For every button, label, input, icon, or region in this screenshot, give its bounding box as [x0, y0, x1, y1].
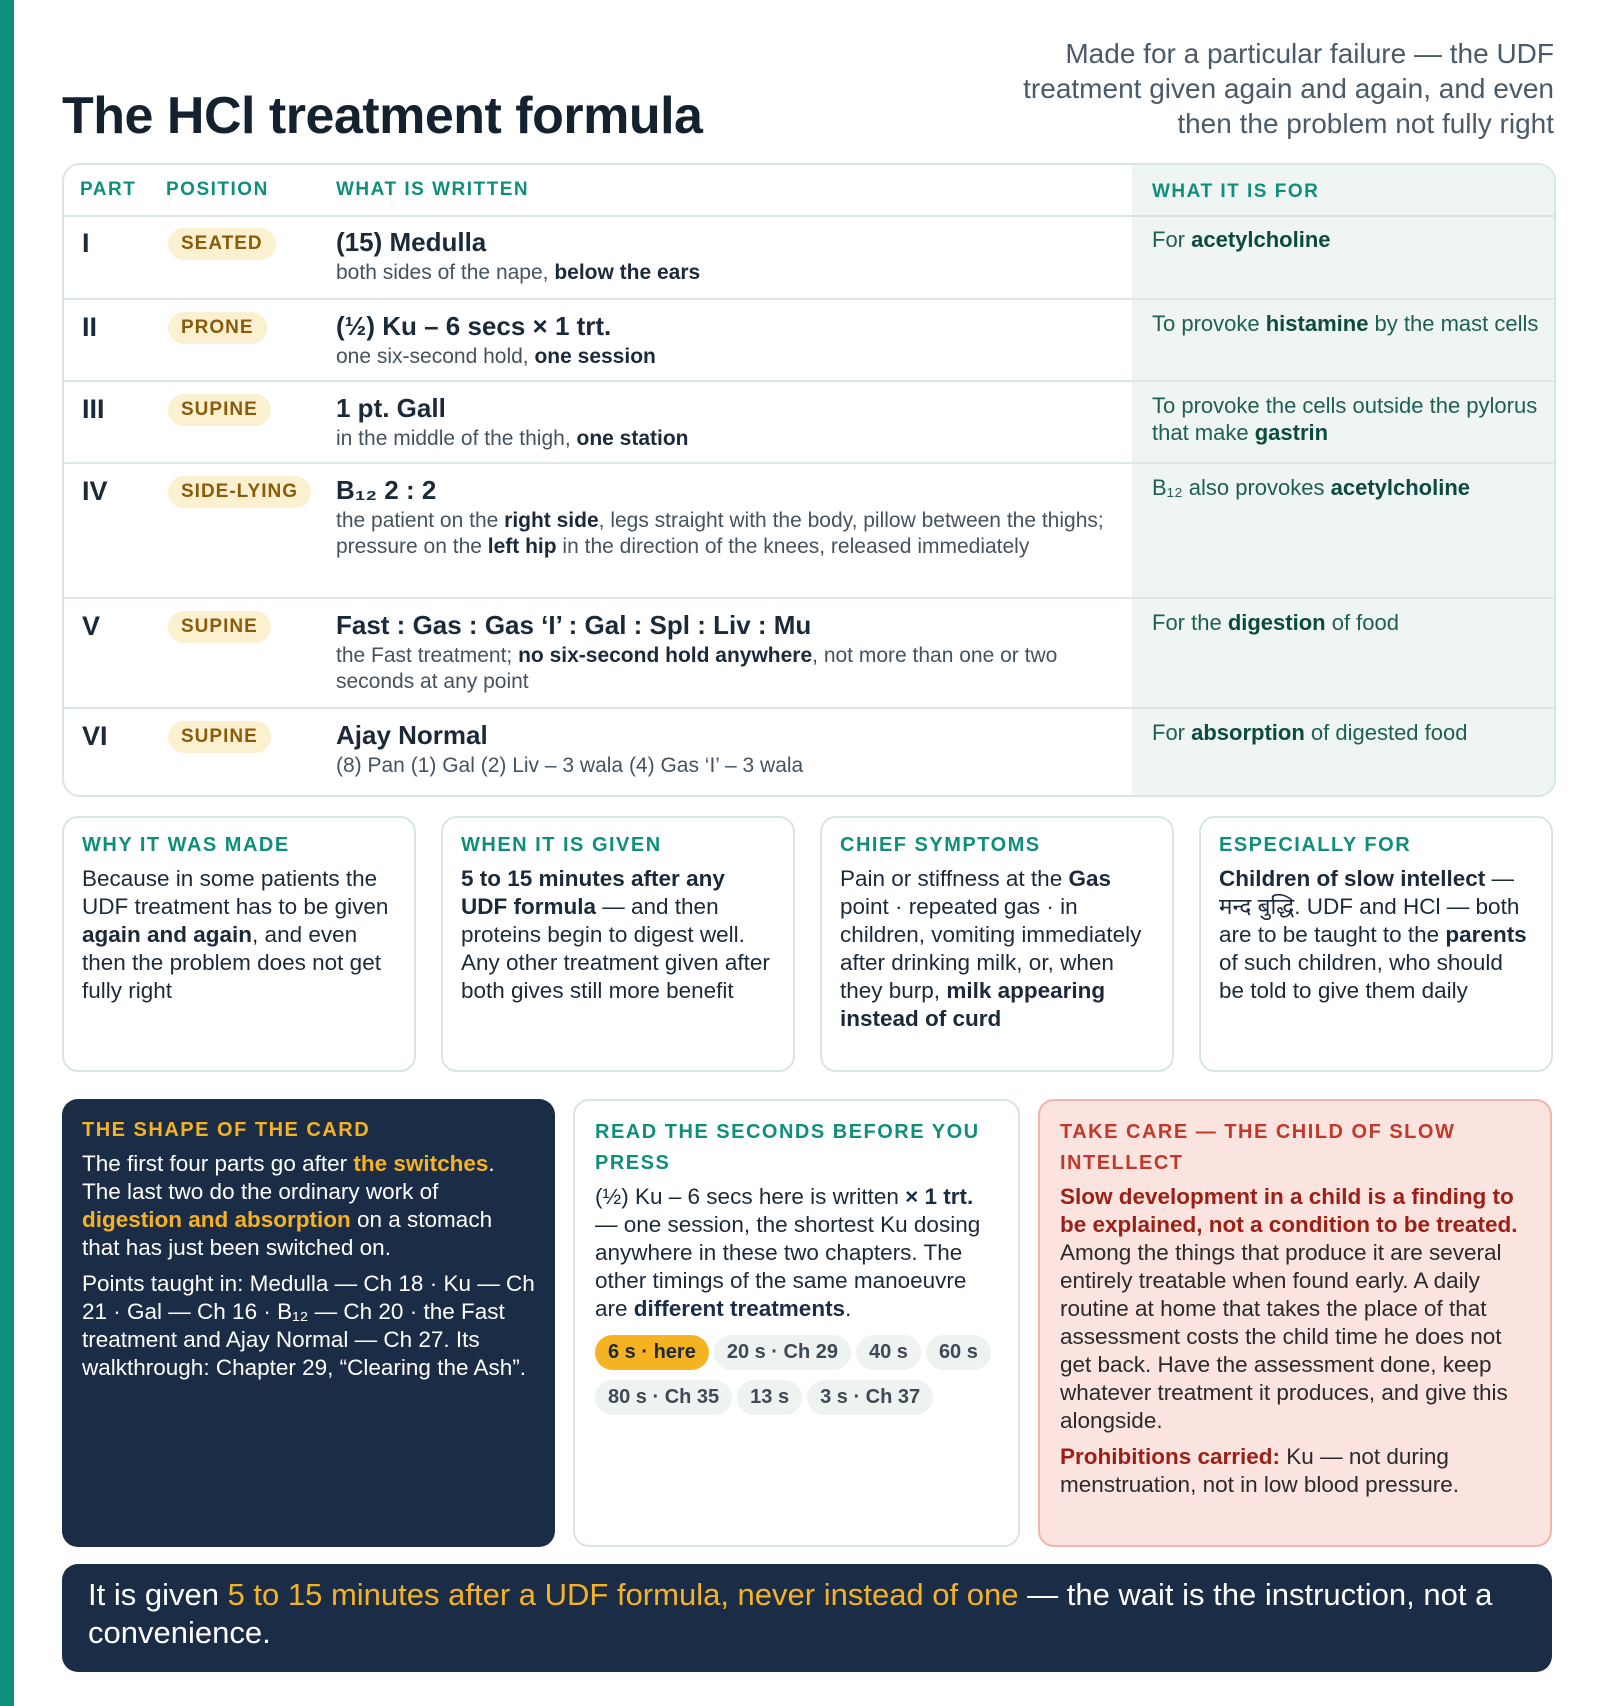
timing-chip: 3 s · Ch 37 — [807, 1380, 933, 1415]
timing-chip: 80 s · Ch 35 — [595, 1380, 732, 1415]
formula-detail: (8) Pan (1) Gal (2) Liv – 3 wala (4) Gas ‘I’ – 3 wala — [336, 754, 804, 777]
formula-detail: both sides of the nape, below the ears — [336, 261, 701, 284]
table-row — [64, 597, 1554, 709]
prohibitions-text: Prohibitions carried: Ku — not during menstruation, not in low blood pressure. — [1060, 1444, 1459, 1497]
table-row — [64, 216, 1554, 298]
formula-detail: in the middle of the thigh, one station — [336, 427, 689, 450]
position-badge: SUPINE — [168, 721, 271, 753]
written-cell — [336, 719, 1126, 779]
card-chief-symptoms — [820, 816, 1174, 1072]
written-cell — [336, 226, 1126, 286]
card-text: Children of slow intellect — मन्द बुद्धि. UDF and HCl — both are to be taught to the parents of such children, who should be told to give them daily — [1219, 866, 1527, 1003]
formula-text: (15) Medulla — [336, 227, 487, 257]
formula-detail: the patient on the right side, legs straight with the body, pillow between the thighs; pressure on the left hip in the direction of the knees, released immediately — [336, 509, 1104, 558]
formula-text: 1 pt. Gall — [336, 393, 446, 423]
part-numeral: III — [82, 394, 105, 424]
table-header — [64, 165, 1554, 217]
formula-text: Fast : Gas : Gas ‘I’ : Gal : Spl : Liv : Mu — [336, 610, 812, 640]
part-numeral: IV — [82, 476, 108, 506]
panel-text: (½) Ku – 6 secs here is written × 1 trt. — one session, the shortest Ku dosing anywhere in these two chapters. The other timings of the same manoeuvre are different treatments. — [595, 1184, 981, 1321]
formula-text: Ajay Normal — [336, 720, 488, 750]
panel-text: Slow development in a child is a finding to be explained, not a condition to be treated. Among the things that produce it are several entirely treatable when found early. A daily routine at home that takes the place of that assessment costs the child time he does not get back. Have the assessment done, keep whatever treatment it produces, and give this alongside. — [1060, 1184, 1518, 1433]
panel-heading: THE SHAPE OF THE CARD — [82, 1119, 371, 1141]
table-row — [64, 462, 1554, 599]
purpose-cell: For the digestion of food — [1152, 610, 1399, 635]
panel-heading: TAKE CARE — THE CHILD OF SLOW INTELLECT — [1060, 1121, 1456, 1174]
position-badge: SUPINE — [168, 611, 271, 643]
timing-chip: 40 s — [856, 1335, 921, 1370]
card-when-given — [441, 816, 795, 1072]
column-header-written: WHAT IS WRITTEN — [336, 179, 530, 200]
formula-text: B₁₂ 2 : 2 — [336, 475, 437, 505]
formula-text: (½) Ku – 6 secs × 1 trt. — [336, 311, 612, 341]
card-text: Because in some patients the UDF treatment has to be given again and again, and even then the problem does not get fully right — [82, 866, 389, 1003]
panel-text: The first four parts go after the switches. The last two do the ordinary work of digestion and absorption on a stomach that has just been switched on. — [82, 1151, 495, 1260]
written-cell — [336, 609, 1126, 695]
column-header-position: POSITION — [166, 179, 269, 200]
card-heading: WHEN IT IS GIVEN — [461, 834, 662, 856]
part-numeral: V — [82, 611, 101, 641]
shape-of-card-panel — [62, 1099, 555, 1547]
column-header-part: PART — [80, 179, 137, 200]
page-title: The HCl treatment formula — [62, 87, 703, 145]
timing-chips — [595, 1335, 998, 1425]
written-cell — [336, 310, 1126, 370]
written-cell — [336, 392, 1126, 452]
card-heading: CHIEF SYMPTOMS — [840, 834, 1041, 856]
purpose-cell: For absorption of digested food — [1152, 720, 1468, 745]
chapter-references: Points taught in: Medulla — Ch 18 · Ku — Ch 21 · Gal — Ch 16 · B₁₂ — Ch 20 · the Fast treatment and Ajay Normal — Ch 27. Its walkthrough: Chapter 29, “Clearing the Ash”. — [82, 1271, 535, 1380]
card-heading: ESPECIALLY FOR — [1219, 834, 1412, 856]
table-row — [64, 298, 1554, 382]
timing-chip: 20 s · Ch 29 — [714, 1335, 851, 1370]
accent-bar — [0, 0, 14, 1706]
position-badge: SEATED — [168, 228, 276, 260]
part-numeral: II — [82, 312, 98, 342]
card-why-made — [62, 816, 416, 1072]
written-cell — [336, 474, 1126, 560]
table-row — [64, 707, 1554, 795]
timing-chip-current: 6 s · here — [595, 1335, 709, 1370]
card-especially-for — [1199, 816, 1553, 1072]
position-badge: SIDE-LYING — [168, 476, 311, 508]
card-text: Pain or stiffness at the Gas point · repeated gas · in children, vomiting immediately after drinking milk, or, when they burp, milk appearing instead of curd — [840, 866, 1142, 1031]
part-numeral: VI — [82, 721, 108, 751]
formula-detail: one six-second hold, one session — [336, 345, 656, 368]
treatment-table — [62, 163, 1556, 797]
banner-highlight: 5 to 15 minutes after a UDF formula, never instead of one — [227, 1577, 1019, 1612]
page-subtitle: Made for a particular failure — the UDF treatment given again and again, and even then the problem not fully right — [1023, 38, 1554, 139]
timing-chip: 60 s — [926, 1335, 991, 1370]
read-seconds-panel — [573, 1099, 1020, 1547]
table-row — [64, 380, 1554, 464]
timing-chip: 13 s — [737, 1380, 802, 1415]
formula-detail: the Fast treatment; no six-second hold anywhere, not more than one or two seconds at any point — [336, 644, 1058, 693]
purpose-cell: For acetylcholine — [1152, 227, 1331, 252]
card-text: 5 to 15 minutes after any UDF formula — and then proteins begin to digest well. Any other treatment given after both gives still more benefit — [461, 866, 770, 1003]
panel-heading: READ THE SECONDS BEFORE YOU PRESS — [595, 1121, 980, 1174]
take-care-panel — [1038, 1099, 1552, 1547]
bottom-banner: It is given 5 to 15 minutes after a UDF formula, never instead of one — the wait is the instruction, not a convenience. — [62, 1564, 1552, 1672]
card-heading: WHY IT WAS MADE — [82, 834, 290, 856]
purpose-cell: To provoke the cells outside the pylorus that make gastrin — [1152, 393, 1538, 445]
position-badge: SUPINE — [168, 394, 271, 426]
part-numeral: I — [82, 228, 90, 258]
purpose-cell: To provoke histamine by the mast cells — [1152, 311, 1539, 336]
position-badge: PRONE — [168, 312, 267, 344]
column-header-purpose: WHAT IT IS FOR — [1152, 181, 1320, 202]
purpose-cell: B₁₂ also provokes acetylcholine — [1152, 475, 1470, 500]
